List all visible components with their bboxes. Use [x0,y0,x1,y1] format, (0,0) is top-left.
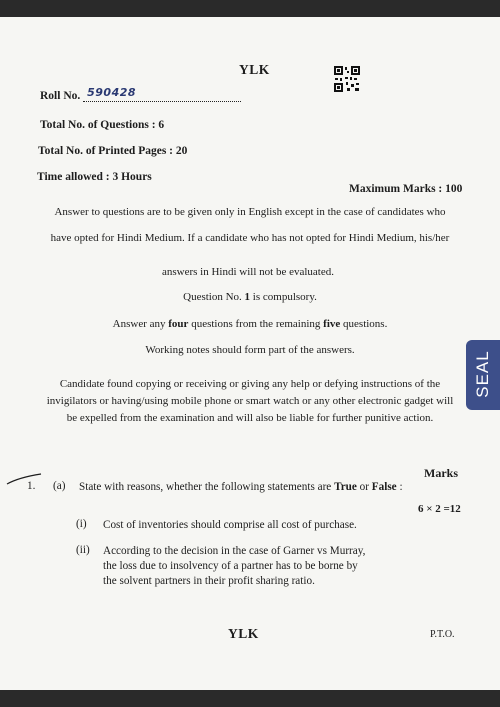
pen-tick-mark-icon [6,473,42,487]
instruction-line-1: Answer to questions are to be given only in English except in the case of candidates who [54,206,446,218]
time-allowed: Time allowed : 3 Hours [37,171,152,183]
roll-number-value: 590428 [87,86,137,99]
warning-line-3: be expelled from the examination and will also be liable for further punitive action. [66,412,434,424]
sub-item-2-line-1: According to the decision in the case of Garner vs Murray, [103,545,366,557]
instruction-line-3: answers in Hindi will not be evaluated. [162,266,334,278]
sub-item-2-line-3: the solvent partners in their profit sharing ratio. [103,575,315,587]
seal-label: SEAL [473,350,492,398]
question-part: (a) [53,480,66,492]
warning-line-2: invigilators or having/using mobile phone or smart watch or any other electronic gadget will [46,395,454,407]
exam-page [0,17,500,690]
instruction-compulsory: Question No. 1 is compulsory. [183,291,317,303]
pto-label: P.T.O. [430,629,455,640]
instruction-answer-any: Answer any four questions from the remaining five questions. [112,318,388,330]
question-marks-value: 6 × 2 =12 [418,503,461,515]
total-questions: Total No. of Questions : 6 [40,119,165,131]
sub-item-2-line-2: the loss due to insolvency of a partner has to be borne by [103,560,358,572]
warning-line-1: Candidate found copying or receiving or giving any help or defying instructions of the [59,378,441,390]
paper-code-footer: YLK [228,626,259,641]
marks-heading: Marks [424,466,458,480]
roll-number-field [83,86,241,102]
roll-number-label: Roll No. [40,90,81,102]
maximum-marks: Maximum Marks : 100 [349,183,463,195]
instruction-working-notes: Working notes should form part of the answers. [145,344,355,356]
total-pages: Total No. of Printed Pages : 20 [38,145,188,157]
question-number: 1. [27,480,36,492]
instruction-line-2: have opted for Hindi Medium. If a candidate who has not opted for Hindi Medium, his/her [50,232,450,244]
sub-item-1-number: (i) [76,518,87,530]
sub-item-2-number: (ii) [76,544,90,556]
qr-code-icon [333,65,361,93]
question-stem: State with reasons, whether the following statements are True or False : [79,481,403,493]
sub-item-1-text: Cost of inventories should comprise all cost of purchase. [103,519,357,531]
roll-number-row [40,86,241,102]
paper-code-top: YLK [239,62,270,77]
